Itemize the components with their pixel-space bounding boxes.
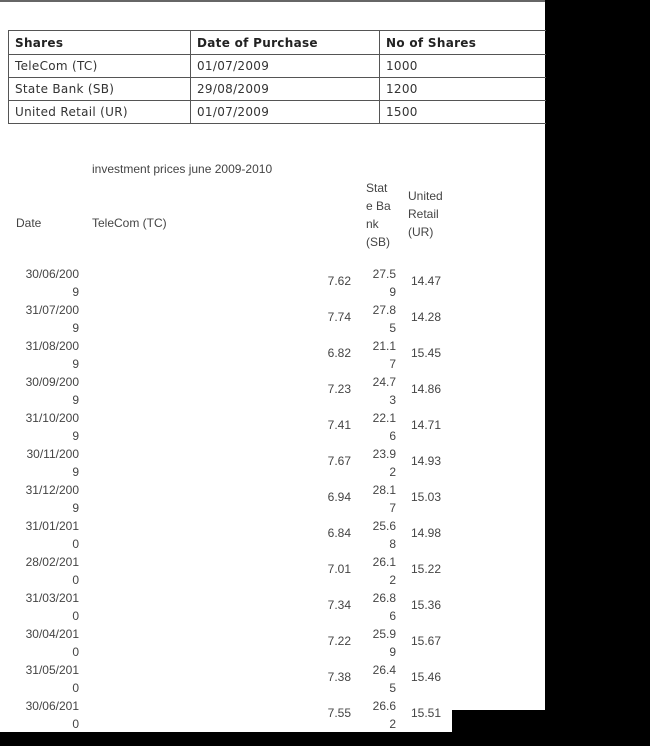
cell-united-retail: 14.98 (411, 526, 442, 540)
cell-united-retail: 15.46 (411, 670, 442, 684)
cell-date: 28/02/2010 (25, 555, 79, 587)
table-row (0, 337, 545, 373)
divider (0, 0, 545, 2)
cell: 1200 (380, 78, 547, 101)
cell: United Retail (UR) (9, 101, 191, 124)
table-row (0, 697, 545, 733)
cell-united-retail: 14.86 (411, 382, 442, 396)
cell-state-bank: 28.17 (372, 483, 396, 515)
cell-state-bank: 23.92 (372, 447, 396, 479)
cell-date: 31/03/2010 (25, 591, 79, 623)
header-no-of-shares: No of Shares (380, 31, 547, 55)
header-shares: Shares (9, 31, 191, 55)
cell-date: 31/12/2009 (25, 483, 79, 515)
table-row (0, 409, 545, 445)
cell-telecom: 7.22 (327, 634, 351, 648)
cell-united-retail: 14.71 (411, 418, 442, 432)
table-row (0, 589, 545, 625)
cell-telecom: 7.01 (327, 562, 351, 576)
cell-date: 31/07/2009 (25, 303, 79, 335)
cell: 01/07/2009 (191, 55, 380, 78)
cell-state-bank: 25.68 (372, 519, 396, 551)
cell-state-bank: 26.12 (372, 555, 396, 587)
shares-table (8, 30, 546, 124)
cell-united-retail: 15.45 (411, 346, 442, 360)
table-row (0, 625, 545, 661)
cell-date: 31/10/2009 (25, 411, 79, 443)
cell-united-retail: 15.03 (411, 490, 442, 504)
cell-telecom: 6.94 (327, 490, 351, 504)
cell: TeleCom (TC) (9, 55, 191, 78)
cell-date: 30/06/2010 (25, 699, 79, 731)
table-row (0, 517, 545, 553)
table-row (0, 481, 545, 517)
table-row (0, 373, 545, 409)
cell-date: 31/01/2010 (25, 519, 79, 551)
cell-united-retail: 15.36 (411, 598, 442, 612)
cell-date: 30/09/2009 (25, 375, 79, 407)
cell-state-bank: 24.73 (372, 375, 396, 407)
cell-telecom: 6.84 (327, 526, 351, 540)
table-header-row (9, 31, 547, 55)
table-row (9, 101, 547, 124)
cell-telecom: 7.41 (327, 418, 351, 432)
cell-date: 31/05/2010 (25, 663, 79, 695)
cell-telecom: 6.82 (327, 346, 351, 360)
cell-telecom: 7.62 (327, 274, 351, 288)
cell-state-bank: 27.85 (372, 303, 396, 335)
cell-state-bank: 25.99 (372, 627, 396, 659)
cell-date: 31/08/2009 (25, 339, 79, 371)
table-row (0, 661, 545, 697)
cell-united-retail: 14.93 (411, 454, 442, 468)
header-date: Date (16, 216, 42, 230)
header-date-of-purchase: Date of Purchase (191, 31, 380, 55)
cell: 29/08/2009 (191, 78, 380, 101)
cell-state-bank: 26.62 (372, 699, 396, 731)
cell-date: 30/11/2009 (26, 447, 79, 479)
table-row (9, 55, 547, 78)
cell-date: 30/04/2010 (25, 627, 79, 659)
cell-state-bank: 27.59 (372, 267, 396, 299)
cell-state-bank: 26.86 (372, 591, 396, 623)
cell: 01/07/2009 (191, 101, 380, 124)
cell: 1000 (380, 55, 547, 78)
cell-state-bank: 22.16 (372, 411, 396, 443)
header-united-retail: United Retail (UR) (408, 189, 443, 239)
header-telecom: TeleCom (TC) (92, 216, 167, 230)
cell-date: 30/06/2009 (25, 267, 79, 299)
cell-united-retail: 15.22 (411, 562, 442, 576)
cell-telecom: 7.34 (327, 598, 351, 612)
cell-telecom: 7.38 (327, 670, 351, 684)
cell-united-retail: 15.67 (411, 634, 442, 648)
cell-telecom: 7.55 (327, 706, 351, 720)
table-row (0, 265, 545, 301)
cell-united-retail: 15.51 (411, 706, 442, 720)
cell: State Bank (SB) (9, 78, 191, 101)
header-state-bank: State Bank (SB) (366, 181, 391, 249)
cell-united-retail: 14.47 (411, 274, 442, 288)
cell: 1500 (380, 101, 547, 124)
cell-state-bank: 26.45 (372, 663, 396, 695)
table-row (0, 445, 545, 481)
cell-state-bank: 21.17 (372, 339, 396, 371)
cell-united-retail: 14.28 (411, 310, 442, 324)
table-row (0, 553, 545, 589)
cell-telecom: 7.67 (327, 454, 351, 468)
table-row (9, 78, 547, 101)
cell-telecom: 7.23 (327, 382, 351, 396)
cell-telecom: 7.74 (327, 310, 351, 324)
table-row (0, 301, 545, 337)
prices-title: investment prices june 2009-2010 (92, 162, 273, 176)
